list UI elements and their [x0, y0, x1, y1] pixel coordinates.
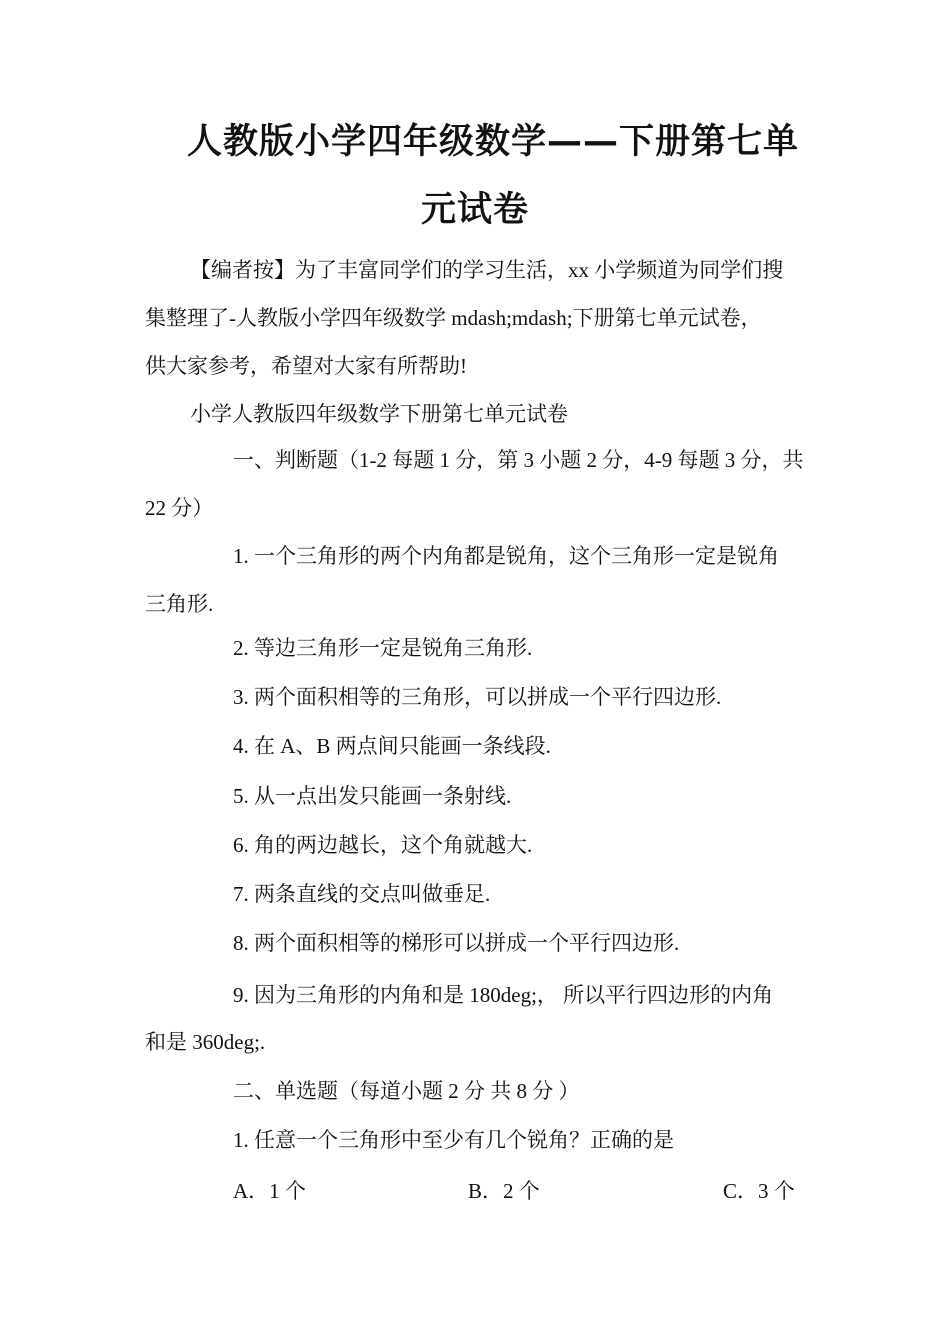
- document-title-line-2: 元试卷: [420, 190, 529, 230]
- intro-line-3: 供大家参考，希望对大家有所帮助!: [145, 354, 467, 378]
- question-5: 5. 从一点出发只能画一条射线.: [233, 784, 512, 808]
- question-2: 2. 等边三角形一定是锐角三角形.: [233, 636, 533, 660]
- question-1-line-1: 1. 一个三角形的两个内角都是锐角，这个三角形一定是锐角: [233, 544, 779, 568]
- question-3: 3. 两个面积相等的三角形，可以拼成一个平行四边形.: [233, 685, 722, 709]
- section-1-heading: 一、判断题（1-2 每题 1 分，第 3 小题 2 分，4-9 每题 3 分，共: [233, 448, 804, 472]
- mc-option-a: A．1 个: [233, 1179, 306, 1203]
- mc-option-c: C．3 个: [723, 1179, 795, 1203]
- question-4: 4. 在 A、B 两点间只能画一条线段.: [233, 734, 551, 758]
- exam-subtitle: 小学人教版四年级数学下册第七单元试卷: [190, 402, 568, 426]
- question-1-line-2: 三角形.: [145, 592, 214, 616]
- intro-line-1: 【编者按】为了丰富同学们的学习生活，xx 小学频道为同学们搜: [190, 258, 784, 282]
- document-title-line-1: 人教版小学四年级数学——下册第七单: [186, 122, 799, 162]
- section-1-heading-cont: 22 分）: [145, 496, 214, 520]
- mc-question-1: 1. 任意一个三角形中至少有几个锐角？正确的是: [233, 1128, 674, 1152]
- question-9-line-2: 和是 360deg;.: [145, 1030, 266, 1054]
- question-7: 7. 两条直线的交点叫做垂足.: [233, 882, 491, 906]
- question-8: 8. 两个面积相等的梯形可以拼成一个平行四边形.: [233, 931, 680, 955]
- question-9-line-1: 9. 因为三角形的内角和是 180deg;， 所以平行四边形的内角: [233, 983, 774, 1007]
- question-6: 6. 角的两边越长，这个角就越大.: [233, 833, 533, 857]
- intro-line-2: 集整理了-人教版小学四年级数学 mdash;mdash;下册第七单元试卷，: [145, 306, 762, 330]
- section-2-heading: 二、单选题（每道小题 2 分 共 8 分 ）: [233, 1079, 580, 1103]
- mc-option-b: B．2 个: [468, 1179, 540, 1203]
